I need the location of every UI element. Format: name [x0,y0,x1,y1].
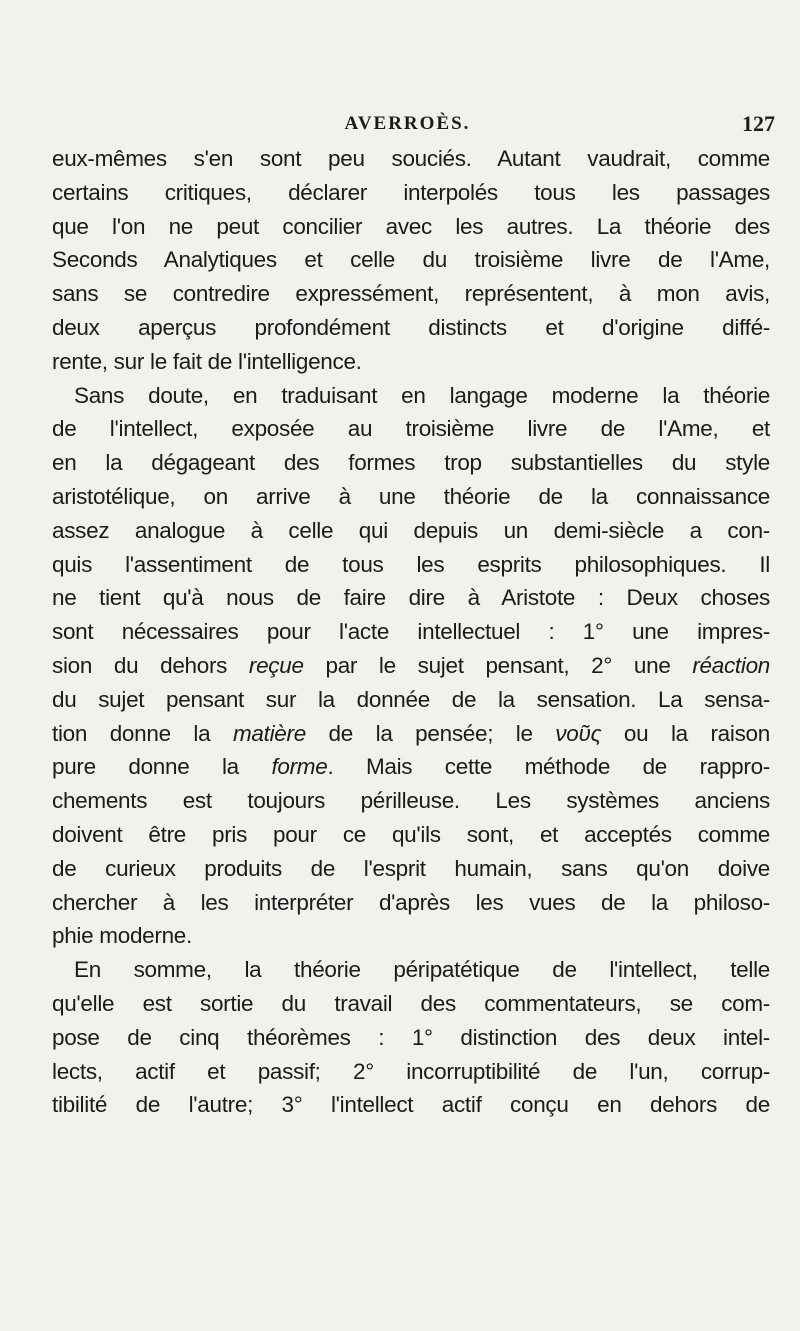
text-run: pure donne la [52,754,272,780]
text-line [52,750,770,784]
text-run: sion du dehors [52,652,249,678]
text-line: qu'elle est sortie du travail des commentateurs, se com- [52,990,770,1016]
text-run: de la pensée; le [305,720,556,746]
text-run: tion donne la [52,720,233,746]
text-run: . Mais cette méthode de rappro- [327,754,770,780]
text-line: sans se contredire expressément, représentent, à mon avis, [52,281,770,307]
text-run: par le sujet pensant, 2° une [303,652,693,678]
text-line: rente, sur le fait de l'intelligence. [52,348,362,374]
text-line: eux-mêmes s'en sont peu souciés. Autant vaudrait, comme [52,146,770,171]
text-line: sont nécessaires pour l'acte intellectuel : 1° une impres- [52,619,770,645]
text-line: assez analogue à celle qui depuis un demi-siècle a con- [52,517,770,543]
text-line: deux aperçus profondément distincts et d'origine diffé- [52,314,770,340]
italic-term: réaction [692,652,770,678]
text-line: pose de cinq théorèmes : 1° distinction des deux intel- [52,1024,770,1050]
text-line: aristotélique, on arrive à une théorie de la connaissance [52,483,770,509]
text-line: chements est toujours périlleuse. Les systèmes anciens [52,788,770,814]
text-line: quis l'assentiment de tous les esprits philosophiques. Il [52,551,770,577]
page-number: 127 [742,111,775,136]
body-text [52,142,770,1122]
text-line: Seconds Analytiques et celle du troisième livre de l'Ame, [52,247,770,273]
running-title: AVERROÈS. [344,113,471,134]
text-line: de curieux produits de l'esprit humain, sans qu'on doive [52,855,770,881]
text-line: Sans doute, en traduisant en langage moderne la théorie [74,382,770,408]
text-line: en la dégageant des formes trop substantielles du style [52,450,770,476]
text-line: En somme, la théorie péripatétique de l'intellect, telle [74,957,770,983]
text-line [52,717,770,751]
text-line: ne tient qu'à nous de faire dire à Aristote : Deux choses [52,585,770,611]
text-line: chercher à les interpréter d'après les vues de la philoso- [52,889,770,915]
italic-term: reçue [248,652,304,678]
text-line: que l'on ne peut concilier avec les autres. La théorie des [52,213,770,239]
greek-term: νοῦς [555,720,602,746]
text-run: ou la raison [601,720,770,746]
text-line: de l'intellect, exposée au troisième livre de l'Ame, et [52,416,770,442]
italic-term: forme [271,754,328,780]
italic-term: matière [232,720,306,746]
text-line: lects, actif et passif; 2° incorruptibilité de l'un, corrup- [52,1058,770,1084]
text-line: du sujet pensant sur la donnée de la sensation. La sensa- [52,686,770,712]
text-line: certains critiques, déclarer interpolés tous les passages [52,179,770,205]
running-head [40,111,775,139]
text-line: tibilité de l'autre; 3° l'intellect actif conçu en dehors de [52,1092,770,1118]
text-line [52,649,770,683]
text-line: doivent être pris pour ce qu'ils sont, et acceptés comme [52,821,770,847]
text-line: phie moderne. [52,923,192,949]
